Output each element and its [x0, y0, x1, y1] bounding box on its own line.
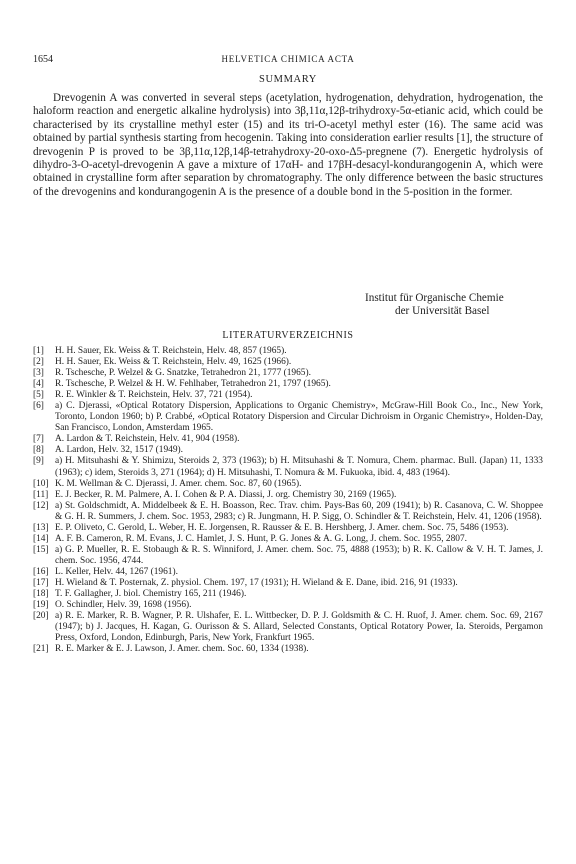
- reference-number: [11]: [33, 489, 49, 500]
- journal-title: HELVETICA CHIMICA ACTA: [221, 54, 355, 64]
- reference-number: [19]: [33, 600, 49, 611]
- literature-heading: LITERATURVERZEICHNIS: [222, 330, 354, 341]
- reference-item: [33, 589, 543, 600]
- reference-item: [33, 523, 543, 534]
- reference-number: [20]: [33, 611, 49, 622]
- reference-item: [33, 368, 543, 379]
- summary-paragraph: Drevogenin A was converted in several steps (acetylation, hydrogenation, dehydration, hydrogenation, the haloform reaction and energetic alkaline hydrolysis) into 3β,11α,12β-trihydroxy-5α-etianic acid, which could be characterised by its crystalline methyl ester (15) and its tri-O-acetyl methyl ester (16). The same acid was obtained by partial synthesis starting from hecogenin. Taking into consideration earlier results [1], the structure of drevogenin P is proved to be 3β,11α,12β,14β-tetrahydroxy-20-oxo-Δ5-pregnene (7). Energetic hydrolysis of dihydro-3-O-acetyl-drevogenin A gave a mixture of 17αH- and 17βH-desacyl-kondurangogenin A, which were obtained in crystalline form after separation by chromatography. The only difference between the basic structures of the drevogenins and kondurangogenin A is the presence of a double bond in the 5-position in the former.: [33, 92, 543, 198]
- reference-item: [33, 390, 543, 401]
- reference-item: [33, 490, 543, 501]
- reference-item: [33, 545, 543, 567]
- reference-number: [14]: [33, 533, 49, 544]
- reference-number: [18]: [33, 589, 49, 600]
- reference-text: a) R. E. Marker, R. B. Wagner, P. R. Ulshafer, E. L. Wittbecker, D. P. J. Goldsmith & C. H. Ruof, J. Amer. chem. Soc. 69, 2167 (1947); b) J. Jacques, H. Kagan, G. Ourisson & S. Allard, Selected Constants, Optical Rotatory Power, Ia. Steroids, Pergamon Press, Oxford, London, Edinburgh, Paris, New York, Frankfurt 1965.: [55, 611, 543, 644]
- reference-number: [1]: [33, 346, 44, 356]
- reference-item: [33, 578, 543, 589]
- summary-heading: SUMMARY: [259, 74, 317, 85]
- reference-text: a) St. Goldschmidt, A. Middelbeek & E. H. Boasson, Rec. Trav. chim. Pays-Bas 60, 209 (1941); b) R. Casanova, C. W. Shoppee & G. H. R. Summers, J. chem. Soc. 1953, 2983; c) R. Jungmann, H. P. Sigg, O. Schindler & T. Reichstein, Helv. 41, 1206 (1958).: [55, 500, 543, 522]
- reference-item: [33, 644, 543, 655]
- reference-number: [13]: [33, 522, 49, 533]
- reference-text: H. Wieland & T. Posternak, Z. physiol. Chem. 197, 17 (1931); H. Wieland & E. Dane, ibid. 216, 91 (1933).: [55, 577, 458, 588]
- reference-item: [33, 479, 543, 490]
- reference-number: [9]: [33, 456, 44, 467]
- page-header: [33, 54, 543, 68]
- reference-text: E. P. Oliveto, C. Gerold, L. Weber, H. E. Jorgensen, R. Rausser & E. B. Hershberg, J. Amer. chem. Soc. 75, 5486 (1953).: [55, 522, 509, 533]
- reference-number: [16]: [33, 566, 49, 577]
- affiliation-line-1: Institut für Organische Chemie: [365, 292, 504, 304]
- reference-item: [33, 434, 543, 445]
- reference-number: [5]: [33, 390, 44, 401]
- reference-number: [6]: [33, 401, 44, 412]
- reference-item: [33, 357, 543, 368]
- reference-item: [33, 567, 543, 578]
- reference-text: A. F. B. Cameron, R. M. Evans, J. C. Hamlet, J. S. Hunt, P. G. Jones & A. G. Long, J. chem. Soc. 1955, 2807.: [55, 533, 468, 544]
- reference-text: E. J. Becker, R. M. Palmere, A. I. Cohen & P. A. Diassi, J. org. Chemistry 30, 2169 (1965).: [55, 489, 397, 500]
- reference-text: R. Tschesche, P. Welzel & G. Snatzke, Tetrahedron 21, 1777 (1965).: [55, 368, 311, 379]
- affiliation: [365, 292, 504, 319]
- reference-text: H. H. Sauer, Ek. Weiss & T. Reichstein, Helv. 48, 857 (1965).: [55, 346, 287, 356]
- reference-text: H. H. Sauer, Ek. Weiss & T. Reichstein, Helv. 49, 1625 (1966).: [55, 357, 292, 368]
- reference-number: [3]: [33, 368, 44, 379]
- reference-text: A. Lardon & T. Reichstein, Helv. 41, 904 (1958).: [55, 434, 240, 445]
- reference-text: L. Keller, Helv. 44, 1267 (1961).: [55, 566, 178, 577]
- reference-number: [7]: [33, 434, 44, 445]
- reference-text: K. M. Wellman & C. Djerassi, J. Amer. chem. Soc. 87, 60 (1965).: [55, 478, 302, 489]
- reference-item: [33, 534, 543, 545]
- reference-number: [4]: [33, 379, 44, 390]
- affiliation-line-2: der Universität Basel: [395, 305, 490, 318]
- reference-item: [33, 456, 543, 478]
- reference-text: a) C. Djerassi, «Optical Rotatory Dispersion, Applications to Organic Chemistry», McGraw-Hill Book Co., Inc., New York, Toronto, London 1960; b) P. Crabbé, «Optical Rotatory Dispersion and Circular Dichroism in Organic Chemistry», Holden-Day, San Francisco, London, Amsterdam 1965.: [55, 401, 543, 434]
- reference-number: [10]: [33, 478, 49, 489]
- reference-number: [2]: [33, 357, 44, 368]
- reference-text: R. E. Marker & E. J. Lawson, J. Amer. chem. Soc. 60, 1334 (1938).: [55, 644, 309, 655]
- page-number: 1654: [33, 54, 53, 65]
- reference-text: A. Lardon, Helv. 32, 1517 (1949).: [55, 445, 184, 456]
- reference-item: [33, 501, 543, 523]
- reference-text: O. Schindler, Helv. 39, 1698 (1956).: [55, 600, 192, 611]
- reference-item: [33, 401, 543, 434]
- reference-number: [17]: [33, 577, 49, 588]
- reference-item: [33, 379, 543, 390]
- summary-section: [33, 92, 543, 199]
- reference-text: R. E. Winkler & T. Reichstein, Helv. 37, 721 (1954).: [55, 390, 253, 401]
- reference-list: [33, 346, 543, 655]
- reference-number: [15]: [33, 544, 49, 555]
- reference-text: a) H. Mitsuhashi & Y. Shimizu, Steroids 2, 373 (1963); b) H. Mitsuhashi & T. Nomura, Chem. pharmac. Bull. (Japan) 11, 1333 (1963); c) idem, Steroids 3, 271 (1964); d) H. Mitsuhashi, T. Nomura & M. Fukuoka, ibid. 4, 483 (1964).: [55, 456, 543, 478]
- reference-number: [8]: [33, 445, 44, 456]
- reference-text: T. F. Gallagher, J. biol. Chemistry 165, 211 (1946).: [55, 589, 247, 600]
- reference-number: [12]: [33, 500, 49, 511]
- reference-item: [33, 611, 543, 644]
- reference-text: a) G. P. Mueller, R. E. Stobaugh & R. S. Winniford, J. Amer. chem. Soc. 75, 4888 (1953); b) R. K. Callow & V. H. T. James, J. chem. Soc. 1956, 4744.: [55, 544, 543, 566]
- reference-item: [33, 600, 543, 611]
- reference-item: [33, 445, 543, 456]
- reference-number: [21]: [33, 644, 49, 655]
- reference-item: [33, 346, 543, 357]
- reference-text: R. Tschesche, P. Welzel & H. W. Fehlhaber, Tetrahedron 21, 1797 (1965).: [55, 379, 331, 390]
